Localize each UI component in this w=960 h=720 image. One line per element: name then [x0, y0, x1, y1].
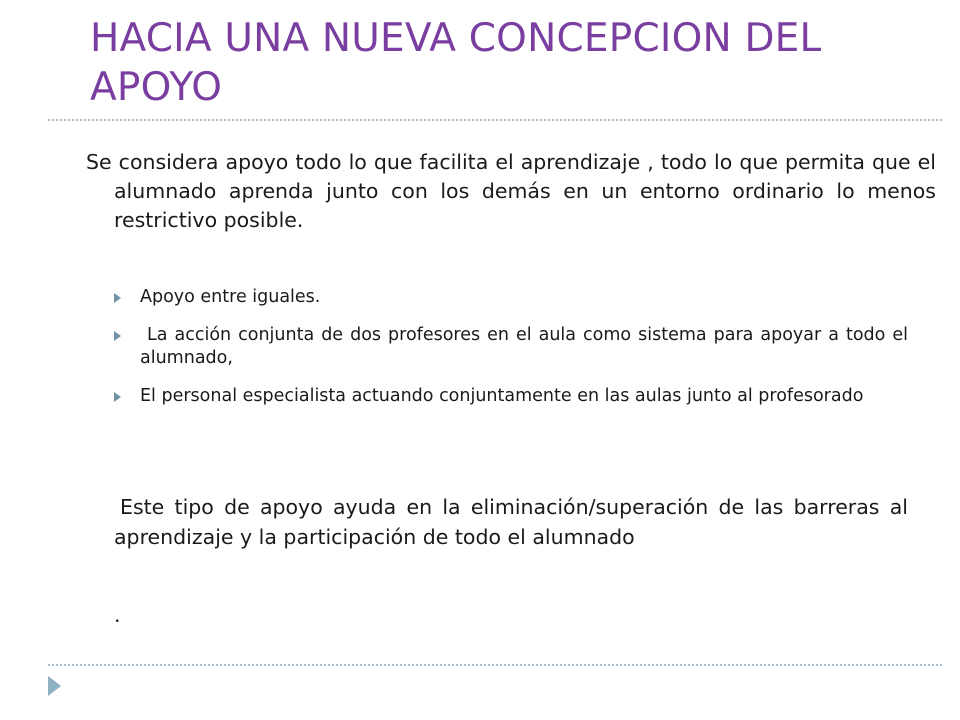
bullet-item — [114, 385, 908, 408]
bullet-list — [114, 286, 914, 423]
bullet-item — [114, 324, 914, 370]
title-divider — [48, 119, 942, 121]
slide-title: HACIA UNA NUEVA CONCEPCION DEL APOYO — [90, 16, 822, 110]
bullet-text: La acción conjunta de dos profesores en el aula como sistema para apoyar a todo el alumnado, — [140, 325, 914, 368]
intro-paragraph: Se considera apoyo todo lo que facilita el aprendizaje , todo lo que permita que el alumnado aprenda junto con los demás en un entorno ordinario lo menos restrictivo posible. — [86, 150, 936, 232]
footer-divider — [48, 664, 942, 666]
closing-paragraph — [114, 492, 908, 552]
bullet-text: El personal especialista actuando conjuntamente en las aulas junto al profesorado — [140, 386, 864, 406]
closing-text: Este tipo de apoyo ayuda en la eliminación/superación de las barreras al aprendizaje y la participación de todo el alumnado — [114, 495, 908, 549]
triangle-bullet-icon — [114, 331, 121, 341]
bullet-item — [114, 286, 908, 309]
trailing-dot: . — [114, 603, 121, 627]
triangle-bullet-icon — [114, 293, 121, 303]
triangle-arrow-icon — [48, 676, 61, 696]
triangle-bullet-icon — [114, 392, 121, 402]
bullet-text: Apoyo entre iguales. — [140, 287, 321, 307]
